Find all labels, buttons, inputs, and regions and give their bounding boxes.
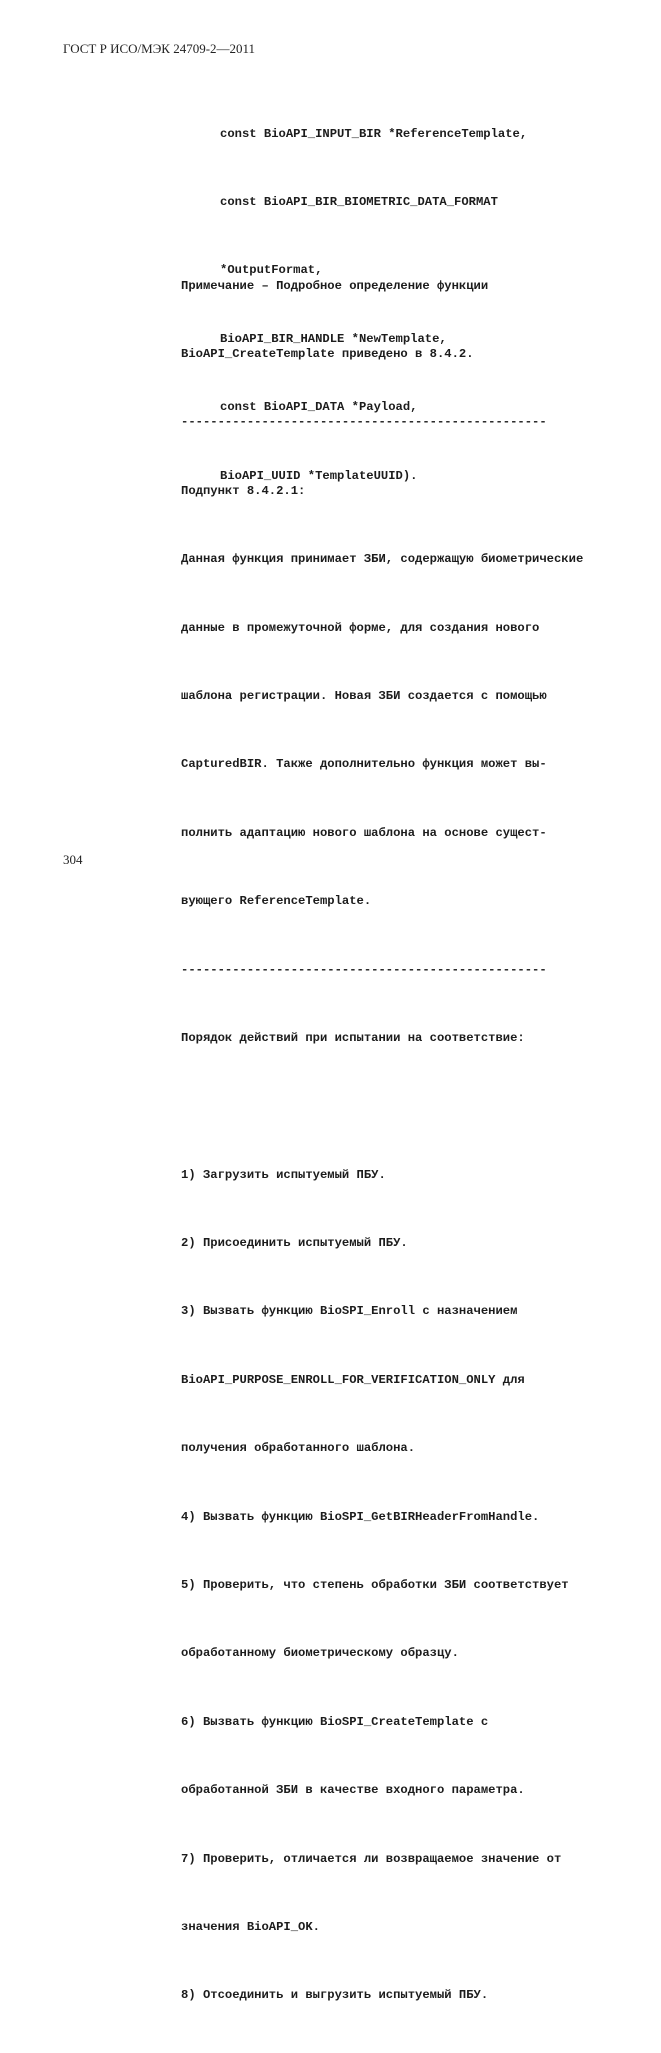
subclause-line: Данная функция принимает ЗБИ, содержащую биометрические — [181, 552, 584, 567]
procedure-step: 1) Загрузить испытуемый ПБУ. — [181, 1167, 386, 1182]
subclause-line: вующего ReferenceTemplate. — [181, 894, 372, 909]
subclause-line: полнить адаптацию нового шаблона на основе сущест- — [181, 825, 547, 840]
procedure-step: получения обработанного шаблона. — [181, 1441, 416, 1456]
page-number: 304 — [63, 852, 83, 867]
procedure-step: 8) Отсоединить и выгрузить испытуемый ПБУ. — [181, 1988, 489, 2003]
separator-line: -------------------------------------------------- — [181, 415, 547, 430]
separator-line: -------------------------------------------------- — [181, 962, 547, 977]
procedure-step: 6) Вызвать функцию BioSPI_CreateTemplate с — [181, 1714, 489, 1729]
procedure-step: BioAPI_PURPOSE_ENROLL_FOR_VERIFICATION_ONLY для — [181, 1372, 525, 1387]
signature-line: const BioAPI_INPUT_BIR *ReferenceTemplate, — [220, 126, 528, 141]
procedure-step: 7) Проверить, отличается ли возвращаемое значение от — [181, 1851, 562, 1866]
procedure-step: 3) Вызвать функцию BioSPI_Enroll с назначением — [181, 1304, 518, 1319]
subclause-label: Подпункт 8.4.2.1: — [181, 483, 306, 498]
subclause-line: шаблона регистрации. Новая ЗБИ создается с помощью — [181, 688, 547, 703]
procedure-step: обработанному биометрическому образцу. — [181, 1646, 459, 1661]
signature-line: *OutputFormat, — [220, 263, 323, 278]
signature-line: BioAPI_UUID *TemplateUUID). — [220, 468, 418, 483]
procedure-step: 2) Присоединить испытуемый ПБУ. — [181, 1236, 408, 1251]
subclause-line: CapturedBIR. Также дополнительно функция может вы- — [181, 757, 547, 772]
note-line: Примечание – Подробное определение функции — [181, 278, 489, 293]
note-line: BioAPI_CreateTemplate приведено в 8.4.2. — [181, 346, 474, 361]
subclause-line: данные в промежуточной форме, для создания нового — [181, 620, 540, 635]
document-body — [181, 229, 583, 2053]
standard-header: ГОСТ Р ИСО/МЭК 24709-2—2011 — [63, 41, 256, 56]
procedure-title: Порядок действий при испытании на соответствие: — [181, 1030, 525, 1045]
procedure-step: 5) Проверить, что степень обработки ЗБИ соответствует — [181, 1578, 569, 1593]
procedure-step: 4) Вызвать функцию BioSPI_GetBIRHeaderFromHandle. — [181, 1509, 540, 1524]
procedure-step: обработанной ЗБИ в качестве входного параметра. — [181, 1783, 525, 1798]
signature-line: const BioAPI_DATA *Payload, — [220, 400, 418, 415]
procedure-step: значения BioAPI_OK. — [181, 1919, 320, 1934]
signature-line: BioAPI_BIR_HANDLE *NewTemplate, — [220, 331, 447, 346]
blank-line — [181, 1095, 583, 1118]
signature-line: const BioAPI_BIR_BIOMETRIC_DATA_FORMAT — [220, 194, 498, 209]
